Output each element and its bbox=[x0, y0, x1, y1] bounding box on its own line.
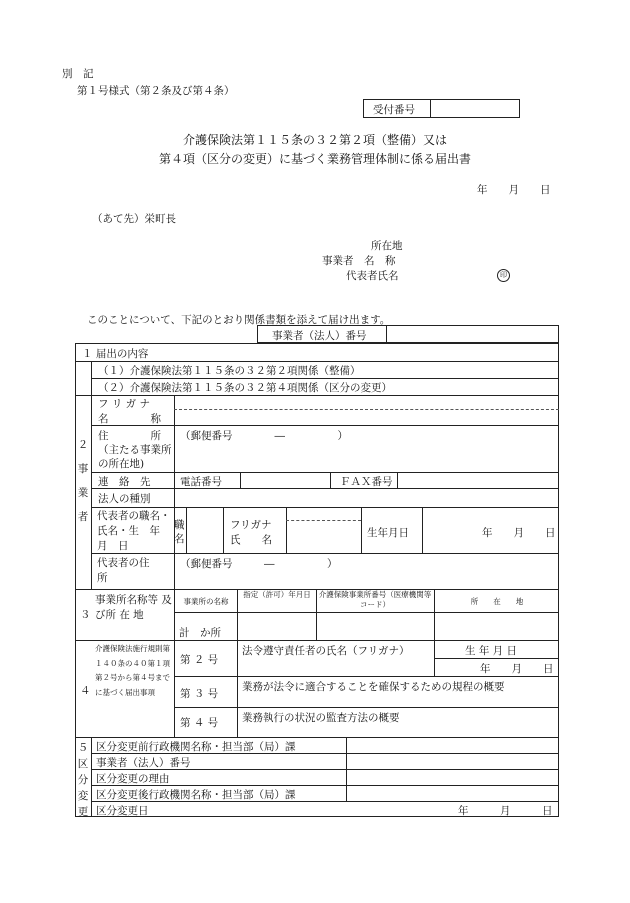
fax-label: ＦＡＸ番号 bbox=[340, 476, 393, 488]
contact-label: 連 絡 先 bbox=[98, 476, 151, 488]
audit-method-label: 業務執行の状況の監査方法の概要 bbox=[242, 712, 400, 724]
item-no-4: 第 ４ 号 bbox=[180, 717, 219, 729]
facility-number-header: 介護保険事業所番号（医療機関等コード） bbox=[318, 590, 432, 609]
phone-label: 電話番号 bbox=[180, 476, 222, 488]
annex-label: 別 記 bbox=[62, 68, 94, 80]
operator-number-box[interactable] bbox=[257, 325, 559, 343]
address-note: （主たる事業所の所在地) bbox=[98, 444, 172, 470]
rep-furigana-label: フリガナ bbox=[230, 519, 272, 531]
submission-date: 年 月 日 bbox=[477, 184, 551, 196]
form-number: 第１号様式（第２条及び第４条） bbox=[77, 85, 235, 97]
intro-text: このことについて、下記のとおり関係書類を添えて届け出ます。 bbox=[87, 314, 391, 326]
name-label: 名 称 bbox=[98, 413, 161, 425]
operator-number-label: 事業者（法人）番号 bbox=[272, 330, 367, 342]
facility-name-header: 事業所の名称 bbox=[183, 597, 229, 606]
title-line-1: 介護保険法第１１５条の３２第２項（整備）又は bbox=[182, 133, 447, 147]
change-date-label: 区分変更日 bbox=[96, 805, 149, 817]
receipt-number-label: 受付番号 bbox=[373, 104, 415, 116]
section-4-heading: ４ bbox=[80, 685, 91, 697]
pre-change-authority-label: 区分変更前行政機関名称・担当部（局）課 bbox=[96, 741, 296, 753]
section-1-title: １ 届出の内容 bbox=[82, 348, 149, 360]
rep-name-label: 氏 名 bbox=[230, 534, 272, 546]
seal-mark: 印 bbox=[497, 269, 510, 282]
title-line-2: 第４項（区分の変更）に基づく業務管理体制に係る届出書 bbox=[158, 152, 471, 166]
rep-info-label: 代表者の職名・氏名・生 年 月 日 bbox=[97, 510, 171, 552]
compliance-officer-label: 法令遵守責任者の氏名（フリガナ） bbox=[242, 645, 410, 657]
birth-date-field[interactable]: 年 月 日 bbox=[482, 527, 556, 539]
officer-birth-date-field[interactable]: 年 月 日 bbox=[480, 663, 554, 675]
section-3-label: 事業所名称等 及 び所 在 地 bbox=[95, 594, 172, 621]
facility-address-header: 所 在 地 bbox=[470, 597, 524, 606]
section-3-heading: ３ bbox=[80, 609, 91, 621]
officer-birth-label: 生 年 月 日 bbox=[465, 645, 518, 657]
change-reason-label: 区分変更の理由 bbox=[96, 773, 170, 785]
postal-code-field[interactable]: （郵便番号 ― ） bbox=[180, 430, 348, 442]
operator-number-label-5: 事業者（法人）番号 bbox=[96, 757, 191, 769]
change-date-field[interactable]: 年 月 日 bbox=[458, 805, 553, 817]
signatory-operator-label: 事業者 名 称 bbox=[322, 255, 396, 267]
notification-option-2[interactable]: （２）介護保険法第１１５条の３２第４項関係（区分の変更） bbox=[98, 382, 392, 394]
section-2-heading: ２事業者 bbox=[77, 439, 89, 523]
signatory-rep-label: 代表者氏名 bbox=[346, 270, 399, 282]
corp-type-label: 法人の種別 bbox=[98, 493, 151, 505]
item-no-3: 第 ３ 号 bbox=[180, 688, 219, 700]
compliance-rules-label: 業務が法令に適合することを確保するための規程の概要 bbox=[242, 681, 505, 693]
receipt-number-box[interactable] bbox=[363, 99, 520, 118]
rep-address-label: 代表者の住 所 bbox=[97, 557, 181, 584]
rep-postal-code-field[interactable]: （郵便番号 ― ） bbox=[180, 558, 338, 570]
item-no-2: 第 ２ 号 bbox=[180, 654, 219, 666]
section-5-heading: ５区分変更 bbox=[77, 742, 89, 818]
designation-date-header: 指定（許可）年月日 bbox=[243, 590, 311, 599]
section-4-label: 介護保険法施行規則第１４０条の４０第１項第２号から第４号までに基づく届出事項 bbox=[95, 644, 170, 697]
notification-option-1[interactable]: （１）介護保険法第１１５条の３２第２項関係（整備） bbox=[98, 365, 361, 377]
facility-total: 計 か所 bbox=[179, 627, 221, 639]
addressee: （あて先）栄町長 bbox=[92, 213, 176, 225]
signatory-address-label: 所在地 bbox=[371, 240, 403, 252]
post-change-authority-label: 区分変更後行政機関名称・担当部（局）課 bbox=[96, 789, 296, 801]
furigana-label: フ リ ガ ナ bbox=[98, 398, 151, 410]
address-label: 住 所 bbox=[98, 430, 161, 442]
rep-title-label: 職名 bbox=[174, 519, 185, 545]
birth-label: 生年月日 bbox=[367, 527, 409, 539]
